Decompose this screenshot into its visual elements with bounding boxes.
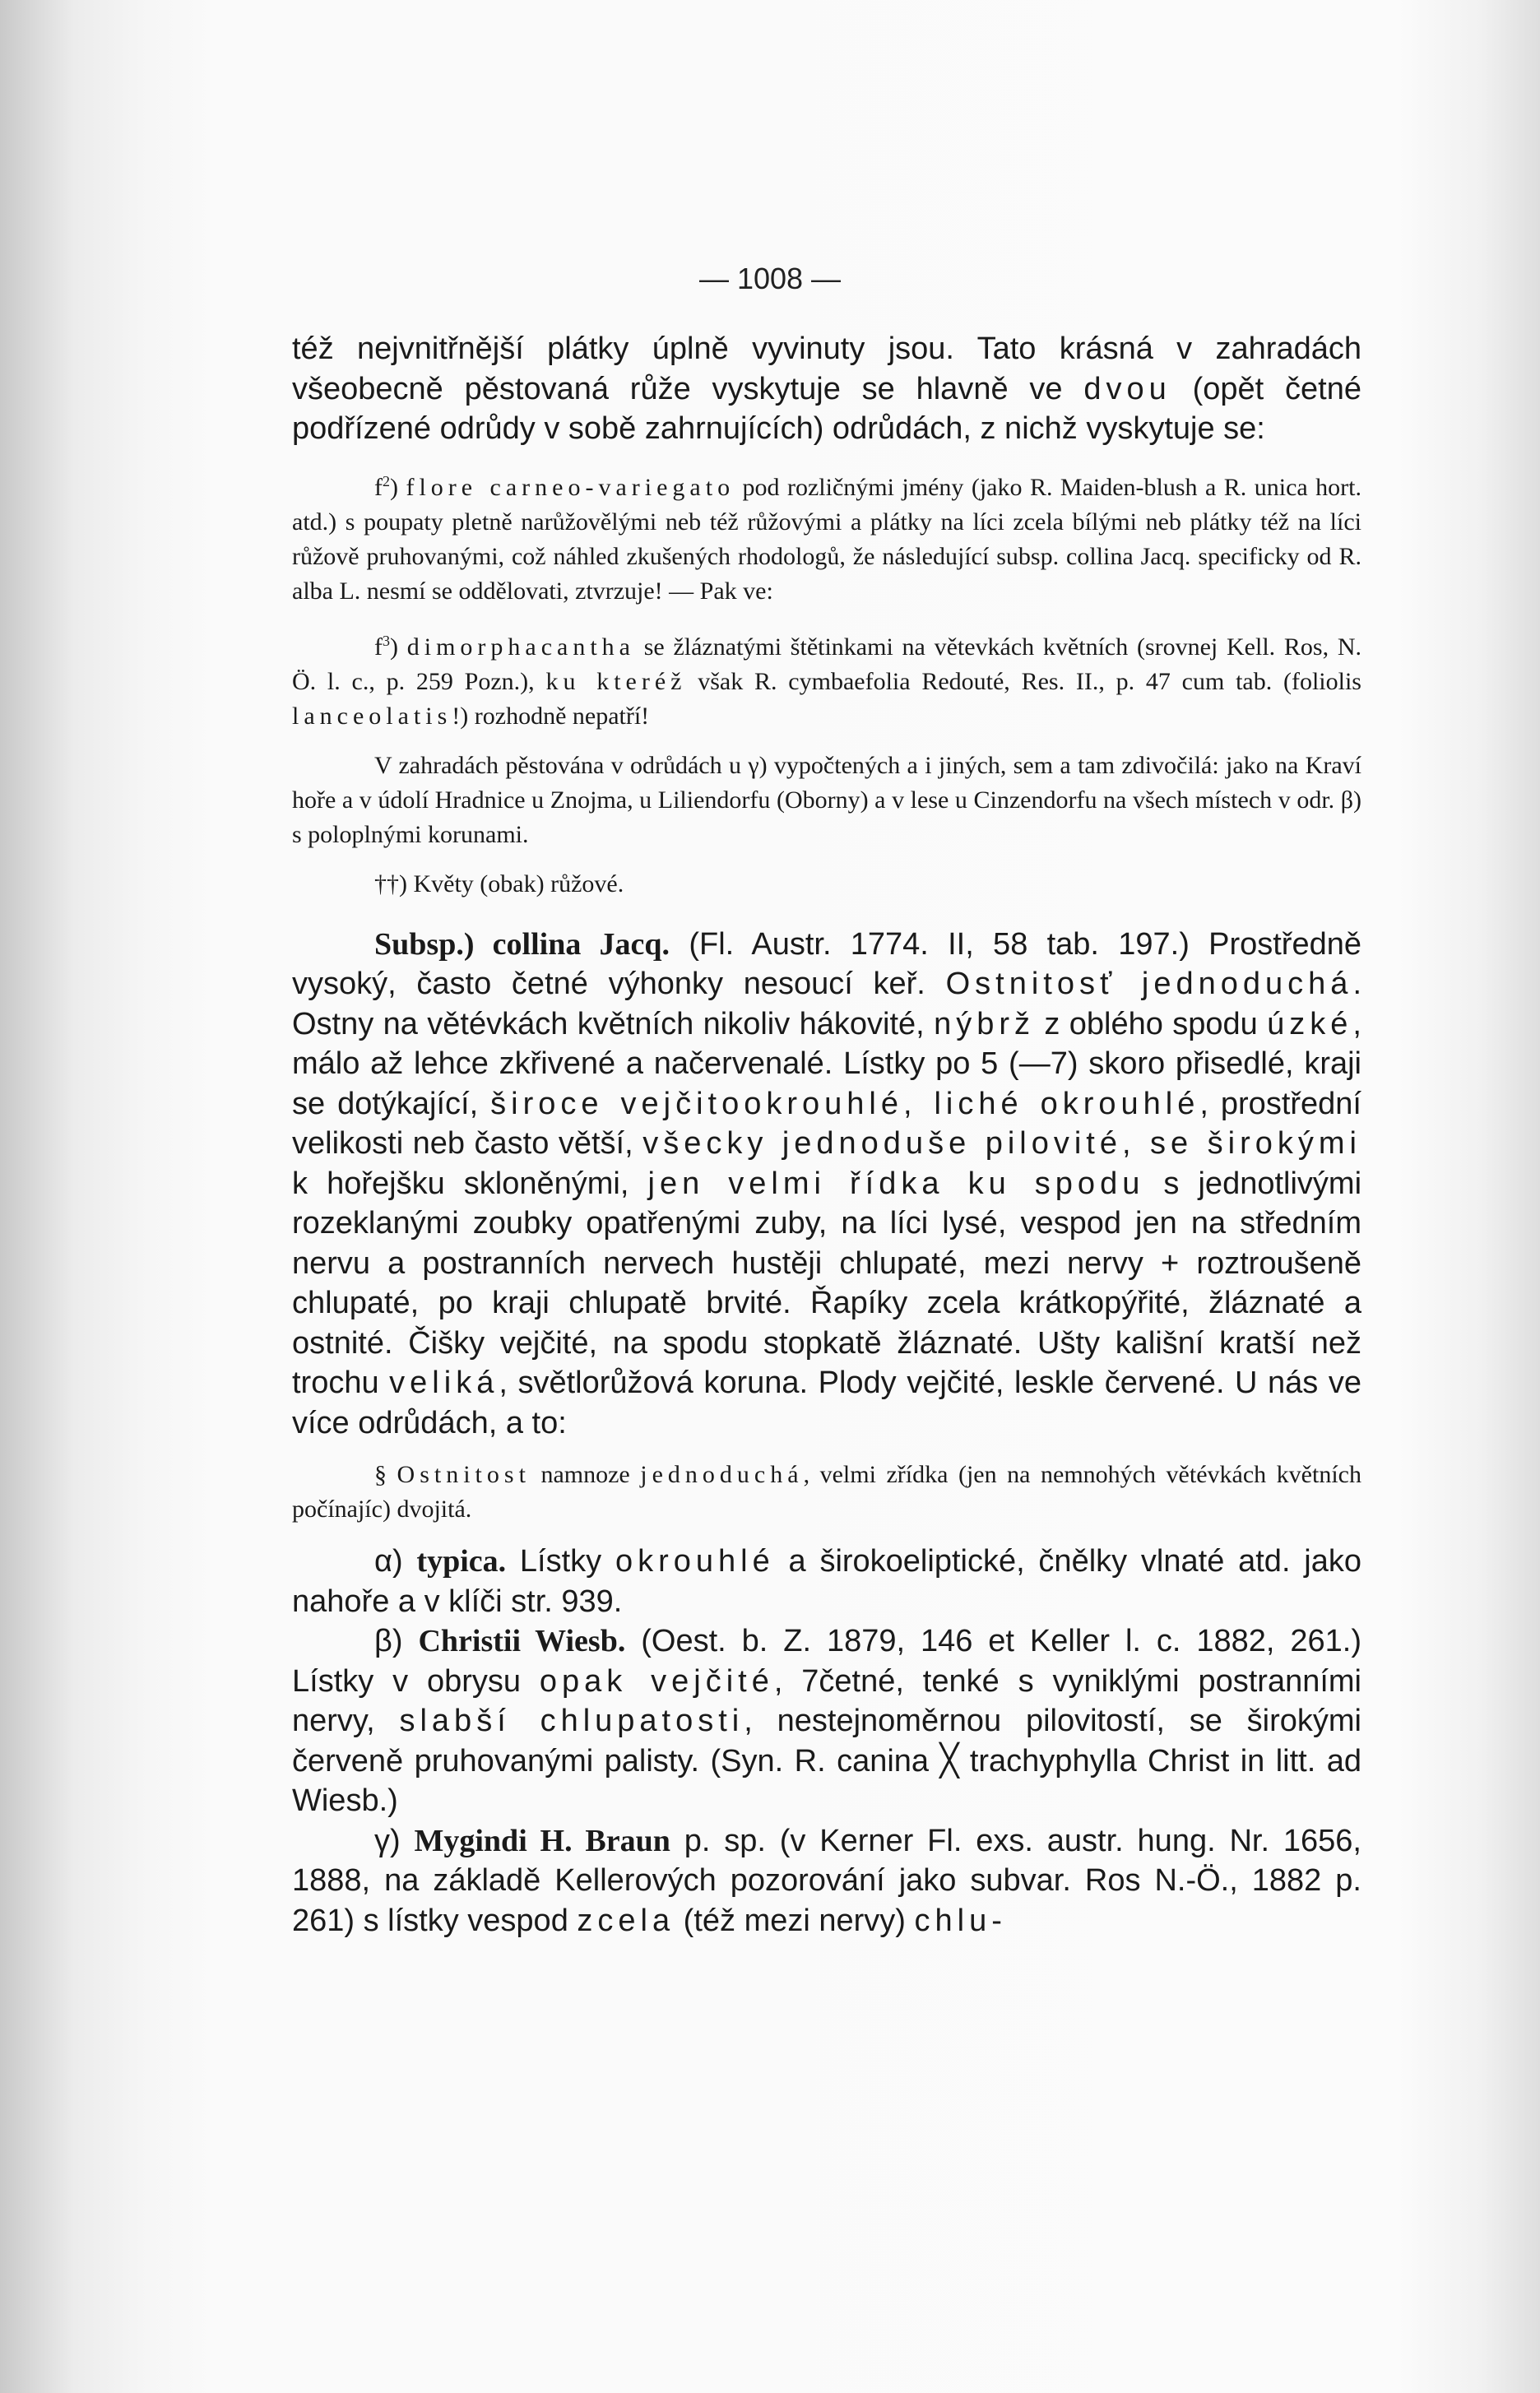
text-run: Lístky [506, 1544, 615, 1579]
text-run: (Fl. Austr. 1774. II, 58 tab. 197.) Prostředně vysoký, často četné výhonky nesoucí keř. [292, 926, 1361, 1001]
spaced-run: Ostnitosť jednoduchá [945, 967, 1353, 1001]
text-run: α) [374, 1544, 417, 1579]
paragraph-intro [292, 329, 1361, 449]
spaced-run: chlu- [914, 1903, 1007, 1938]
text-run: β) [374, 1624, 419, 1658]
spaced-run: jednoduchá [640, 1461, 804, 1488]
text-run: , málo až lehce zkřivené a načervenalé. Lístky po 5 (—7) skoro přisedlé, kraji se dotýkající, [292, 1006, 1361, 1121]
variety-heading: Mygindi H. Braun [414, 1823, 670, 1858]
paragraph-collina [292, 925, 1361, 1444]
paragraph-christii [292, 1621, 1361, 1821]
text-run: , světlorůžová koruna. Plody vejčité, leskle červené. U nás ve více odrůdách, a to: [292, 1366, 1361, 1440]
paragraph-mygindi [292, 1821, 1361, 1941]
spaced-run: úzké [1267, 1006, 1353, 1041]
text-run: , nestejnoměrnou pilovitostí, se širokými červeně pruhovanými palisty. (Syn. R. canina ╳ trachyphylla Christ in litt. ad Wiesb.) [292, 1704, 1362, 1818]
paragraph-typica [292, 1542, 1361, 1621]
spaced-run: všecky jednoduše pilovité, se širokými [642, 1126, 1361, 1161]
paragraph-dimorphacantha: $f^3$) dimorphacantha se žláznatými štětinkami na větevkách květních (srovnej Kell. Ros, N. Ö. l. c., p. 259 Pozn.), ku kteréž však R. cymbaefolia Redouté, Res. II., p. 47 cum tab. (foliolis lanceolatis!) rozhodně nepatří! [292, 632, 1361, 730]
text-run: γ) [374, 1823, 415, 1858]
spaced-run: opak vejčité [539, 1663, 774, 1699]
spaced-run: Ostnitost [397, 1461, 531, 1488]
text-run: , velmi zřídka (jen na nemnohých větévkách květních počínajíc) dvojitá. [292, 1461, 1361, 1523]
text-run: též nejvnitřnější plátky úplně vyvinuty jsou. Tato krásná v zahradách všeobecně pěstovaná růže vyskytuje se hlavně ve [292, 332, 1361, 406]
text-run: k hořejšku skloněnými, [292, 1166, 648, 1201]
paragraph-flore-carneo: $f^2$) flore carneo-variegato pod rozličnými jmény (jako R. Maiden-blush a R. unica hort. atd.) s poupaty pletně narůžovělými neb též růžovými a plátky na líci zcela bílými neb plátky též na líci růžově pruhovanými, což náhled zkušených rhodologů, že následující subsp. collina Jacq. specificky od R. alba L. nesmí se oddělovati, ztvrzuje! — Pak ve: [292, 472, 1361, 605]
spaced-run: slabší chlupatosti [399, 1704, 744, 1738]
text-run: z oblého spodu [1034, 1006, 1268, 1041]
text-run: . Ostny na větévkách květních nikoliv hákovité, [292, 967, 1361, 1041]
paragraph-gardens: V zahradách pěstována v odrůdách u γ) vypočtených a i jiných, sem a tam zdivočilá: jako na Kraví hoře a v údolí Hradnice u Znojma, u Liliendorfu (Oborny) a v lese u Cinzendorfu na všech místech v odr. β) s poloplnými korunami. [292, 751, 1361, 848]
text-run: , prostřední velikosti neb často větší, [292, 1086, 1361, 1161]
species-heading: Subsp.) collina Jacq. [374, 926, 670, 962]
text-run: se žláznatými štětinkami na větevkách květních (srovnej Kell. Ros, N. Ö. l. c., p. 259 Pozn.), [292, 633, 1361, 695]
text-run: (opět četné podřízené odrůdy v sobě zahrnujících) odrůdách, z nichž vyskytuje se: [292, 371, 1361, 446]
text-run: (též mezi nervy) [675, 1903, 915, 1938]
text-run: namnoze [530, 1461, 641, 1488]
spaced-run: flore carneo-variegato [406, 473, 735, 501]
spaced-run: veliká [389, 1366, 499, 1400]
spaced-run: dvou [1083, 371, 1171, 406]
page-number: — 1008 — [698, 262, 842, 295]
spaced-run: široce vejčitookrouhlé, liché okrouhlé [490, 1086, 1200, 1121]
text-run: (Oest. b. Z. 1879, 146 et Keller l. c. 1882, 261.) Lístky v obrysu [292, 1624, 1361, 1699]
variety-heading: typica. [416, 1544, 507, 1579]
text-run: pod rozličnými jmény (jako R. Maiden-blush a R. unica hort. atd.) s poupaty pletně narůžovělými neb též růžovými a plátky na líci zcela bílými neb plátky též na líci růžově pruhovanými, což náhled zkušených rhodologů, že následující subsp. collina Jacq. specificky od R. alba L. nesmí se oddělovati, ztvrzuje! — Pak ve: [292, 473, 1361, 605]
text-run: a širokoeliptické, čnělky vlnaté atd. jako nahoře a v klíči str. 939. [292, 1544, 1361, 1619]
spaced-run: ku kteréž [545, 667, 687, 695]
text-run: p. sp. (v Kerner Fl. exs. austr. hung. Nr. 1656, 1888, na základě Kellerových pozorování jako subvar. Ros N.-Ö., 1882 p. 261) s lístky vespod [292, 1823, 1361, 1938]
text-run: !) rozhodně nepatří! [452, 702, 650, 730]
text-run: však R. cymbaefolia Redouté, Res. II., p. 47 cum tab. (foliolis [686, 667, 1361, 695]
text-run: f [374, 473, 383, 501]
paragraph-ostnitost [292, 1458, 1361, 1527]
spaced-run: okrouhlé [615, 1544, 775, 1579]
superscript: 2 [383, 472, 390, 489]
text-run: , 7četné, tenké s vyniklými postranními nervy, [292, 1663, 1361, 1738]
variety-heading: Christii Wiesb. [418, 1624, 626, 1658]
spaced-run: lanceolatis [292, 702, 452, 730]
superscript: 3 [383, 632, 390, 649]
spaced-run: zcela [577, 1903, 675, 1938]
text-run: f [374, 633, 383, 661]
text-run: s jednotlivými rozeklanými zoubky opatřenými zuby, na líci lysé, vespod jen na středním nervu a postranních nervech hustěji chlupaté, mezi nervy + roztroušeně chlupaté, po kraji chlupatě brvité. Řapíky zcela krátkopýřité, žláznaté a ostnité. Čišky vejčité, na spodu stopkatě žláznaté. Ušty kališní kratší než trochu [292, 1166, 1362, 1400]
text-run: § [374, 1461, 397, 1488]
paragraph-flowers-pink: ††) Květy (obak) růžové. [374, 870, 624, 897]
spaced-run: jen velmi řídka ku spodu [647, 1166, 1145, 1201]
page-body [292, 329, 1361, 1941]
spaced-run: nýbrž [934, 1006, 1035, 1041]
spaced-run: dimorphacantha [406, 633, 635, 661]
